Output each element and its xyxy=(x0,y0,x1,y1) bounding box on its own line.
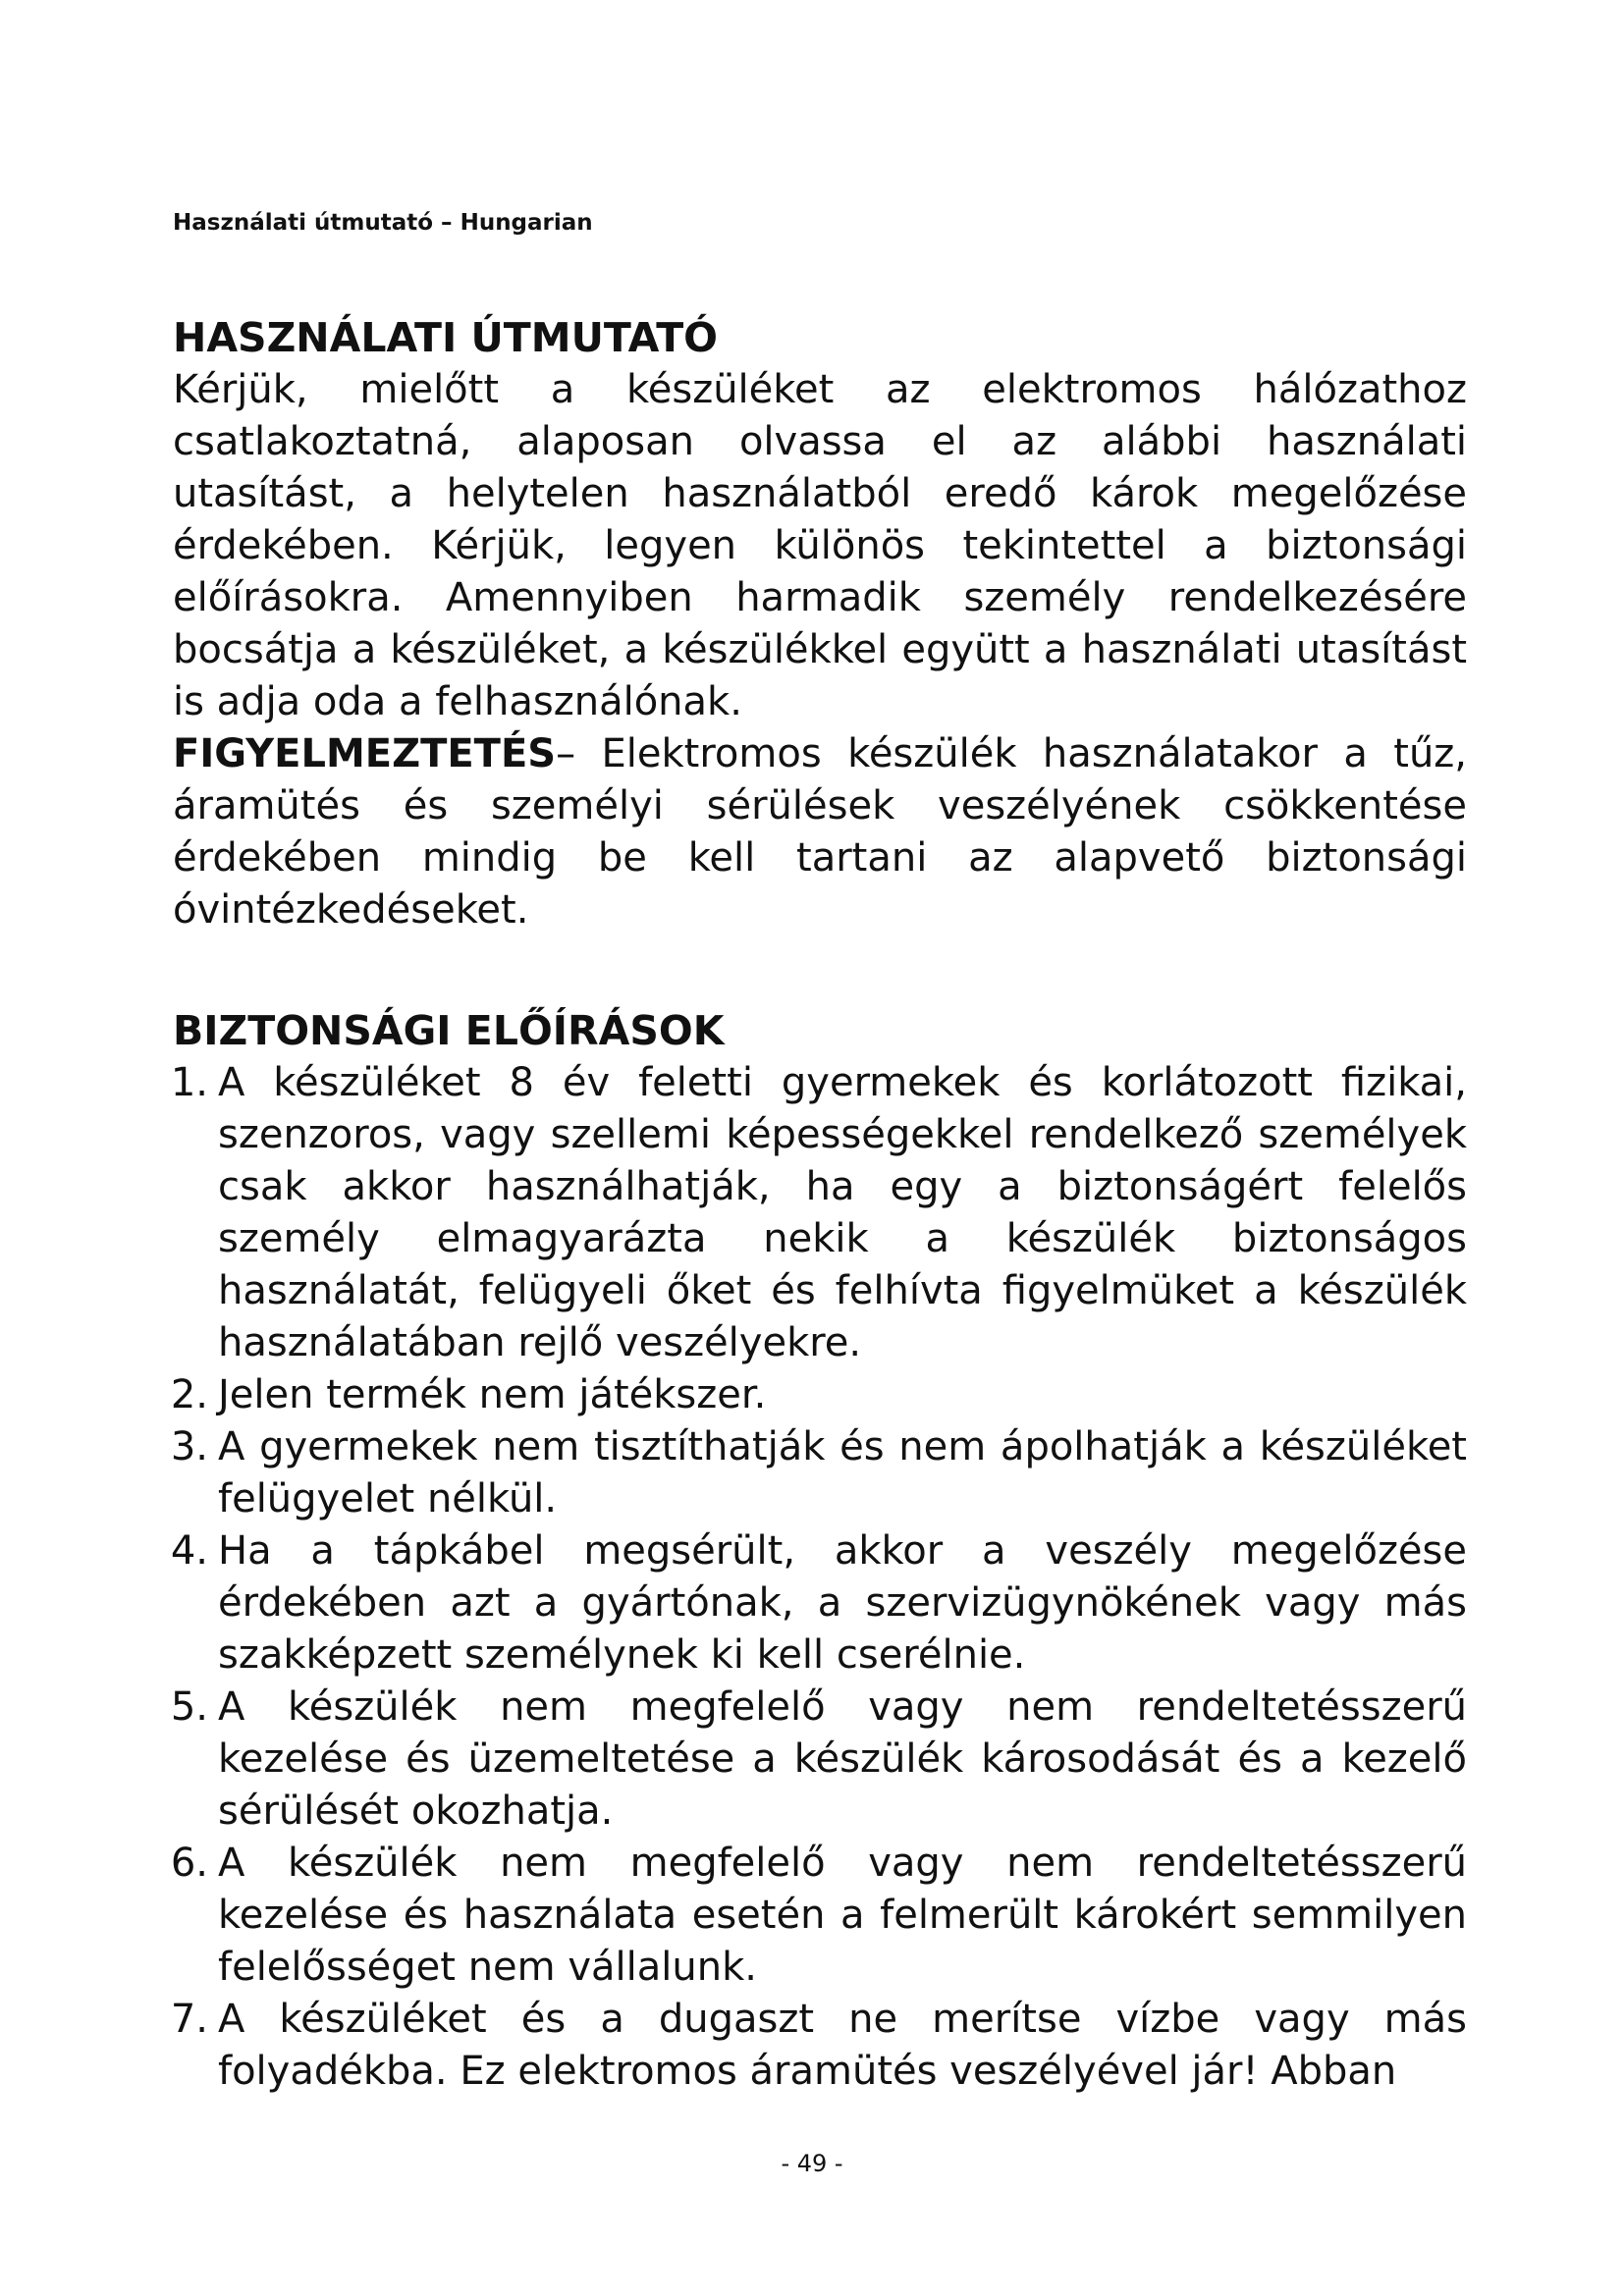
main-content xyxy=(170,312,1467,2098)
section-gap xyxy=(173,936,1467,1005)
safety-list xyxy=(170,1057,1467,2098)
item-text: A készüléket és a dugaszt ne merítse vízbe vagy más folyadékba. Ez elektromos áramütés veszélyével jár! Abban xyxy=(218,1997,1467,2094)
item-number: 6. xyxy=(170,1841,208,1886)
item-number: 2. xyxy=(170,1372,208,1417)
item-number: 5. xyxy=(170,1684,208,1730)
item-number: 1. xyxy=(170,1060,208,1105)
intro-paragraph: Kérjük, mielőtt a készüléket az elektromos hálózathoz csatlakoztatná, alaposan olvassa el az alábbi használati utasítást, a helytelen használatból eredő károk megelőzése érdekében. Kérjük, legyen különös tekintettel a biztonsági előírásokra. Amennyiben harmadik személy rendelkezésére bocsátja a készüléket, a készülékkel együtt a használati utasítást is adja oda a felhasználónak. xyxy=(173,367,1467,724)
item-text: A készüléket 8 év feletti gyermekek és korlátozott fizikai, szenzoros, vagy szellemi képességekkel rendelkező személyek csak akkor használhatják, ha egy a biztonságért felelős személy elmagyarázta nekik a készülék biztonságos használatát, felügyeli őket és felhívta figyelmüket a készülék használatában rejlő veszélyekre. xyxy=(218,1060,1467,1365)
page-header: Használati útmutató – Hungarian xyxy=(173,210,593,236)
list-item xyxy=(170,1421,1467,1525)
page-title: HASZNÁLATI ÚTMUTATÓ xyxy=(173,314,719,361)
item-text: A készülék nem megfelelő vagy nem rendeltetésszerű kezelése és üzemeltetése a készülék károsodását és a kezelő sérülését okozhatja. xyxy=(218,1684,1467,1834)
item-number: 3. xyxy=(170,1424,208,1469)
list-item xyxy=(170,1057,1467,1369)
list-item xyxy=(170,1525,1467,1682)
item-text: Jelen termék nem játékszer. xyxy=(218,1372,767,1417)
list-item xyxy=(170,1682,1467,1838)
warning-paragraph xyxy=(173,728,1467,936)
item-text: Ha a tápkábel megsérült, akkor a veszély megelőzése érdekében azt a gyártónak, a szervizügynökének vagy más szakképzett személynek ki kell cserélnie. xyxy=(218,1528,1467,1678)
page-number: - 49 - xyxy=(781,2150,843,2177)
list-item xyxy=(170,1838,1467,1994)
item-number: 7. xyxy=(170,1997,208,2042)
item-text: A készülék nem megfelelő vagy nem rendeltetésszerű kezelése és használata esetén a felmerült károkért semmilyen felelősséget nem vállalunk. xyxy=(218,1841,1467,1990)
warning-label: FIGYELMEZTETÉS xyxy=(173,731,557,776)
warning-text: – Elektromos készülék használatakor a tűz, áramütés és személyi sérülések veszélyének csökkentése érdekében mindig be kell tartani az alapvető biztonsági óvintézkedéseket. xyxy=(173,731,1467,933)
item-text: A gyermekek nem tisztíthatják és nem ápolhatják a készüléket felügyelet nélkül. xyxy=(218,1424,1467,1522)
safety-heading: BIZTONSÁGI ELŐÍRÁSOK xyxy=(173,1007,725,1054)
item-number: 4. xyxy=(170,1528,208,1574)
list-item xyxy=(170,1994,1467,2098)
list-item xyxy=(170,1369,1467,1421)
